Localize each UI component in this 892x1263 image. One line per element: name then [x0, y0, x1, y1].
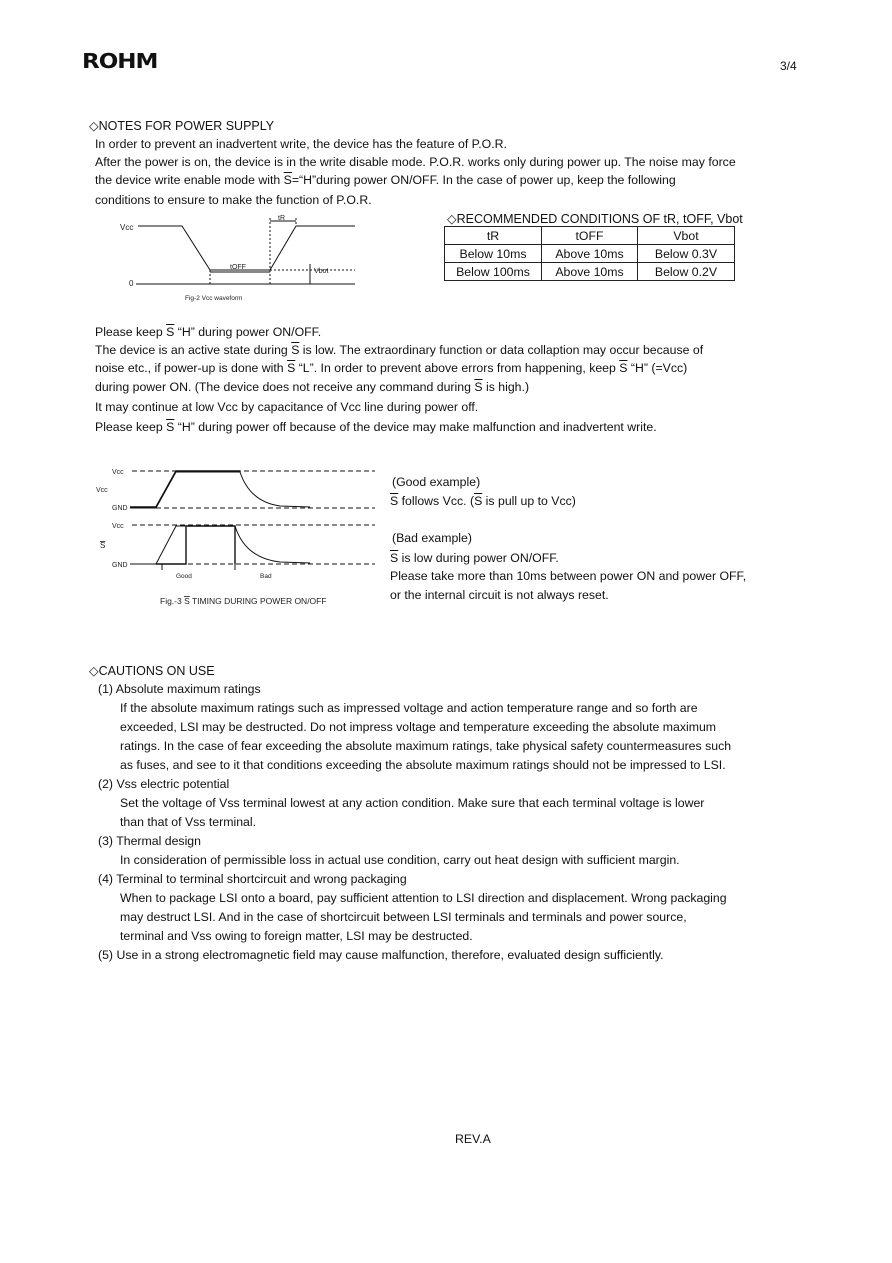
keep-line-4: during power ON. (The device does not receive any command during $\overline{S}$ is high.): [95, 380, 530, 394]
fig2-vbot-label: Vbot: [314, 268, 329, 275]
table-row: [445, 245, 735, 263]
table-cell: Above 10ms: [542, 263, 638, 281]
fig2-vcc-label: Vcc: [120, 223, 134, 232]
power-notes-heading: ◇NOTES FOR POWER SUPPLY: [89, 119, 275, 133]
fig3-gnd-label: GND: [112, 505, 128, 512]
recommended-heading: ◇RECOMMENDED CONDITIONS OF tR, tOFF, Vbot: [447, 212, 743, 226]
keep-line-6: Please keep $\overline{S}$ “H” during power off because of the device may make malfunction and inadvertent write.: [95, 420, 657, 434]
caution-item: (2) Vss electric potential: [98, 777, 230, 791]
caution-text: Set the voltage of Vss terminal lowest at any action condition. Make sure that each terminal voltage is lower: [120, 796, 705, 810]
caution-text: If the absolute maximum ratings such as impressed voltage and action temperature range and so forth are: [120, 701, 698, 715]
revision-label: REV.A: [455, 1132, 491, 1146]
bad-example-line-3: or the internal circuit is not always reset.: [390, 588, 609, 602]
table-header: tR: [445, 227, 542, 245]
caution-text: as fuses, and see to it that conditions exceeding the absolute maximum ratings should not be impressed to LSI.: [120, 758, 726, 772]
keep-line-3: noise etc., if power-up is done with $\overline{S}$ “L”. In order to prevent above errors from happening, keep $\overline{S}$ “H” (=Vcc): [95, 361, 688, 375]
power-notes-line-4: conditions to ensure to make the function of P.O.R.: [95, 193, 372, 207]
fig3-vcc2-label: Vcc: [112, 523, 124, 530]
fig2-tr-label: tR: [278, 215, 285, 222]
caution-item: (3) Thermal design: [98, 834, 201, 848]
fig3-good-label: Good: [176, 573, 192, 580]
table-cell: Below 0.3V: [638, 245, 735, 263]
table-cell: Below 10ms: [445, 245, 542, 263]
fig3-s-axis: S: [100, 541, 106, 550]
bad-example-line-2: Please take more than 10ms between power ON and power OFF,: [390, 569, 747, 583]
power-notes-line-3: the device write enable mode with $\overline{S}=“H”during$ power ON/OFF. In the case of power up, keep the following: [95, 173, 676, 187]
table-cell: Above 10ms: [542, 245, 638, 263]
keep-line-1: Please keep $\overline{S}$ “H” during power ON/OFF.: [95, 325, 322, 339]
good-example-title: (Good example): [392, 475, 481, 489]
table-cell: Below 100ms: [445, 263, 542, 281]
fig3-gnd2-label: GND: [112, 562, 128, 569]
s-bar: $\overline{S}$: [283, 173, 292, 187]
table-row: [445, 263, 735, 281]
good-example-text: $\overline{S}$ follows Vcc. ($\overline{S}$ is pull up to Vcc): [390, 494, 576, 508]
fig3-vcc-axis: Vcc: [96, 487, 108, 494]
caution-text: than that of Vss terminal.: [120, 815, 257, 829]
caution-text: may destruct LSI. And in the case of shortcircuit between LSI terminals and terminals and power source,: [120, 910, 687, 924]
fig3-vcc-label: Vcc: [112, 469, 124, 476]
bad-example-line-1: $\overline{S}$ is low during power ON/OFF.: [390, 551, 559, 565]
fig3-bad-label: Bad: [260, 573, 272, 580]
fig3-caption: Fig.-3 S TIMING DURING POWER ON/OFF: [160, 596, 327, 606]
power-notes-line-1: In order to prevent an inadvertent write, the device has the feature of P.O.R.: [95, 137, 507, 151]
caution-text: ratings. In the case of fear exceeding the absolute maximum ratings, take physical safety countermeasures such: [120, 739, 732, 753]
rohm-logo: ROHM: [82, 50, 158, 74]
caution-text: terminal and Vss owing to foreign matter, LSI may be destructed.: [120, 929, 473, 943]
s-timing-diagram: [90, 462, 380, 612]
keep-line-2: The device is an active state during $\overline{S}$ is low. The extraordinary function or data collaption may occur because of: [95, 343, 704, 357]
fig2-zero-label: 0: [129, 279, 134, 288]
fig2-caption: Fig-2 Vcc waveform: [185, 295, 243, 302]
power-notes-line-2: After the power is on, the device is in the write disable mode. P.O.R. works only during power up. The noise may force: [95, 155, 736, 169]
recommended-table: [444, 226, 735, 281]
fig2-toff-label: tOFF: [230, 264, 246, 271]
bad-example-title: (Bad example): [392, 531, 472, 545]
caution-text: exceeded, LSI may be destructed. Do not impress voltage and temperature exceeding the absolute maximum: [120, 720, 717, 734]
table-cell: Below 0.2V: [638, 263, 735, 281]
caution-text: When to package LSI onto a board, pay sufficient attention to LSI direction and displacement. Wrong packaging: [120, 891, 727, 905]
caution-item: (1) Absolute maximum ratings: [98, 682, 261, 696]
page-number: 3/4: [780, 59, 797, 73]
table-header-row: [445, 227, 735, 245]
keep-line-5: It may continue at low Vcc by capacitance of Vcc line during power off.: [95, 400, 479, 414]
cautions-heading: ◇CAUTIONS ON USE: [89, 664, 215, 678]
vcc-waveform-diagram: [110, 212, 370, 307]
caution-item: (4) Terminal to terminal shortcircuit and wrong packaging: [98, 872, 407, 886]
table-header: tOFF: [542, 227, 638, 245]
table-header: Vbot: [638, 227, 735, 245]
caution-item: (5) Use in a strong electromagnetic field may cause malfunction, therefore, evaluated design sufficiently.: [98, 948, 664, 962]
caution-text: In consideration of permissible loss in actual use condition, carry out heat design with sufficient margin.: [120, 853, 680, 867]
